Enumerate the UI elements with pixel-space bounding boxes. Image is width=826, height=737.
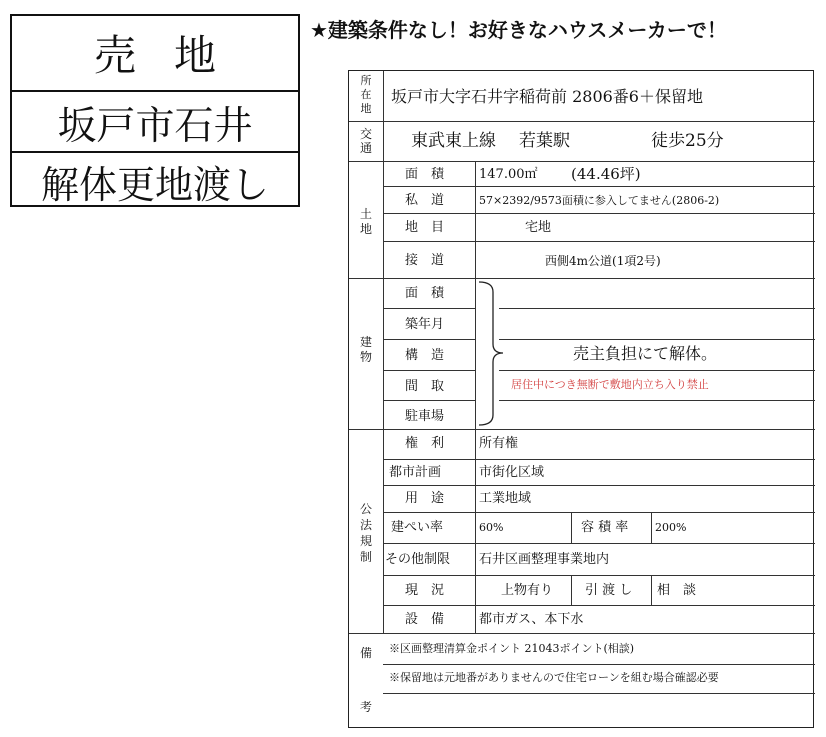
remarks-line-2: ※保留地は元地番がありませんので住宅ローンを組む場合確認必要 [389, 671, 719, 684]
transport-station: 若葉駅 [519, 131, 570, 151]
location-label: 所在地 [360, 74, 372, 115]
bracket-icon [475, 278, 505, 429]
land-category-label: 地 目 [405, 220, 445, 235]
other-restriction-label: その他制限 [385, 552, 451, 567]
floor-ratio-value: 200% [655, 521, 687, 534]
remarks-label-top: 備 [359, 646, 372, 660]
coverage-value: 60% [479, 521, 504, 534]
rights-label: 権 利 [405, 436, 445, 451]
title-for-sale: 売地 [93, 31, 254, 80]
handover-value: 相 談 [657, 583, 697, 598]
remarks-line-1: ※区画整理清算金ポイント 21043ポイント(相談) [389, 642, 635, 655]
building-built-label: 築年月 [405, 317, 445, 332]
land-category-value: 宅地 [525, 220, 552, 235]
status-value: 上物有り [501, 583, 554, 598]
building-parking-label: 駐車場 [405, 409, 445, 424]
location-value: 坂戸市大字石井字稲荷前 2806番6＋保留地 [391, 87, 703, 106]
building-layout-label: 間 取 [405, 379, 445, 394]
planning-value: 市街化区域 [479, 465, 545, 480]
headline: ★建築条件なし！お好きなハウスメーカーで！ [310, 18, 727, 42]
private-road-value: 57×2392/9573面積に参入してません(2806-2) [479, 194, 720, 207]
planning-label: 都市計画 [389, 465, 442, 480]
use-value: 工業地域 [479, 491, 532, 506]
use-label: 用 途 [405, 491, 445, 506]
building-category: 建物 [359, 335, 372, 364]
road-access-value: 西側4m公道(1項2号) [545, 254, 661, 268]
status-label: 現 況 [405, 583, 445, 598]
property-sheet [348, 70, 814, 728]
demolition-note: 売主負担にて解体。 [573, 344, 718, 363]
building-area-label: 面 積 [405, 286, 445, 301]
land-area-label: 面 積 [405, 167, 445, 182]
title-condition: 解体更地渡し [12, 151, 298, 209]
land-area-value: 147.00㎡ [479, 167, 538, 182]
no-entry-warning: 居住中につき無断で敷地内立ち入り禁止 [511, 378, 709, 391]
transport-walk: 徒歩25分 [651, 131, 724, 151]
rights-value: 所有権 [479, 436, 519, 451]
title-box [10, 14, 300, 207]
handover-label: 引 渡 し [585, 583, 633, 598]
facility-label: 設 備 [405, 612, 445, 627]
title-area: 坂戸市石井 [12, 90, 298, 153]
building-structure-label: 構 造 [405, 348, 445, 363]
land-area-tsubo: (44.46坪) [571, 165, 641, 183]
coverage-label: 建ぺい率 [391, 520, 444, 535]
remarks-label-bottom: 考 [359, 700, 372, 714]
other-restriction-value: 石井区画整理事業地内 [479, 552, 610, 567]
land-category: 土地 [359, 207, 372, 236]
transport-line: 東武東上線 [411, 131, 496, 151]
floor-ratio-label: 容 積 率 [581, 520, 629, 535]
facility-value: 都市ガス、本下水 [479, 612, 584, 627]
private-road-label: 私 道 [405, 193, 445, 208]
transport-label: 交通 [359, 127, 372, 155]
regulation-category: 公法規制 [359, 502, 372, 564]
road-access-label: 接 道 [405, 253, 445, 268]
